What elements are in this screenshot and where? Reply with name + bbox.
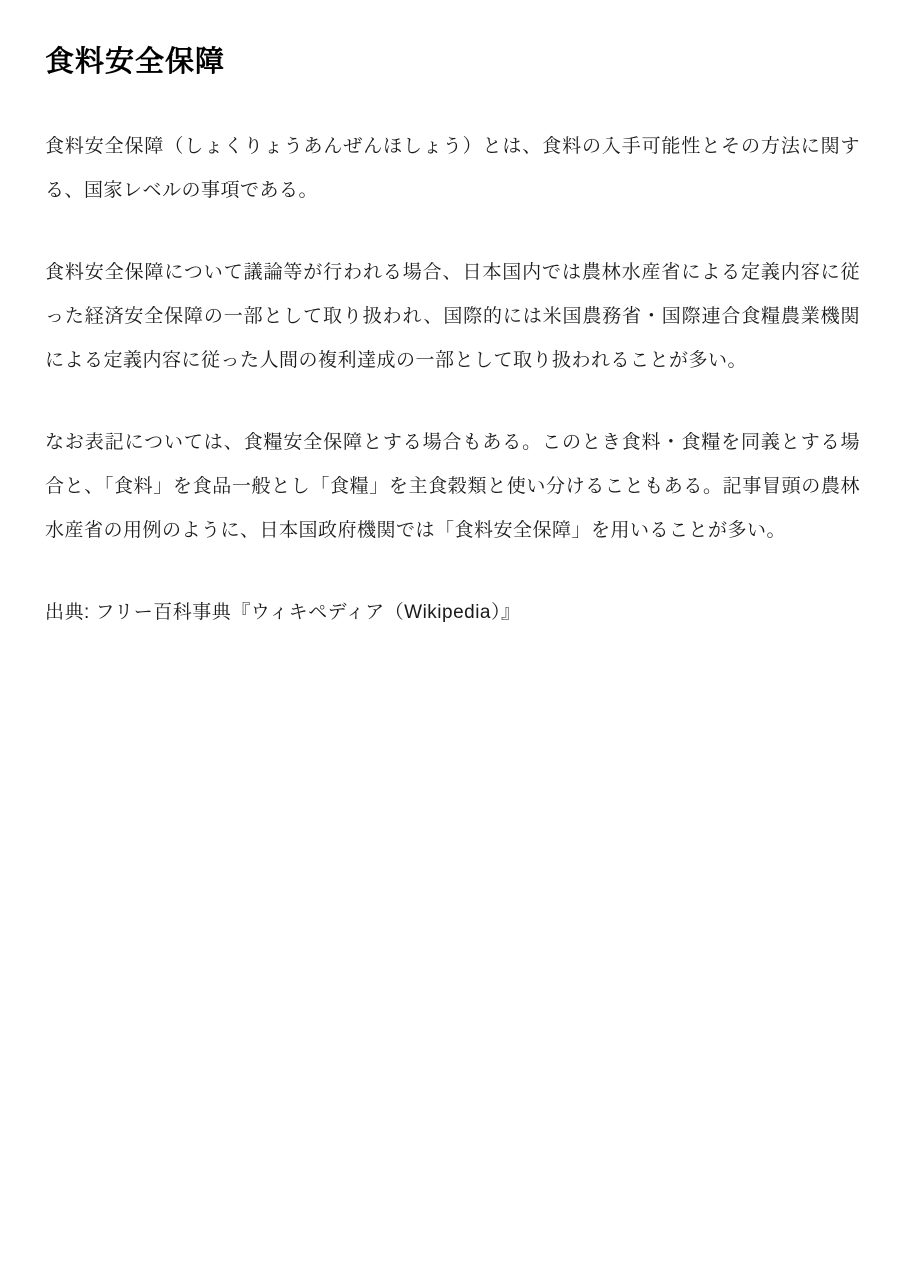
page-title: 食料安全保障 bbox=[45, 46, 226, 78]
paragraph-definitions-usage: 食料安全保障について議論等が行われる場合、日本国内では農林水産省による定義内容に従った経済安全保障の一部として取り扱われ、国際的には米国農務省・国際連合食糧農業機関による定義内容に従った人間の複利達成の一部として取り扱われることが多い。 bbox=[45, 262, 860, 371]
source-attribution: 出典: フリー百科事典『ウィキペディア（Wikipedia）』 bbox=[45, 602, 521, 623]
paragraph-notation-variants: なお表記については、食糧安全保障とする場合もある。このとき食料・食糧を同義とする場合と、「食料」を食品一般とし「食糧」を主食穀類と使い分けることもある。記事冒頭の農林水産省の用例のように、日本国政府機関では「食料安全保障」を用いることが多い。 bbox=[45, 432, 860, 541]
paragraph-definition: 食料安全保障（しょくりょうあんぜんほしょう）とは、食料の入手可能性とその方法に関する、国家レベルの事項である。 bbox=[45, 136, 860, 201]
